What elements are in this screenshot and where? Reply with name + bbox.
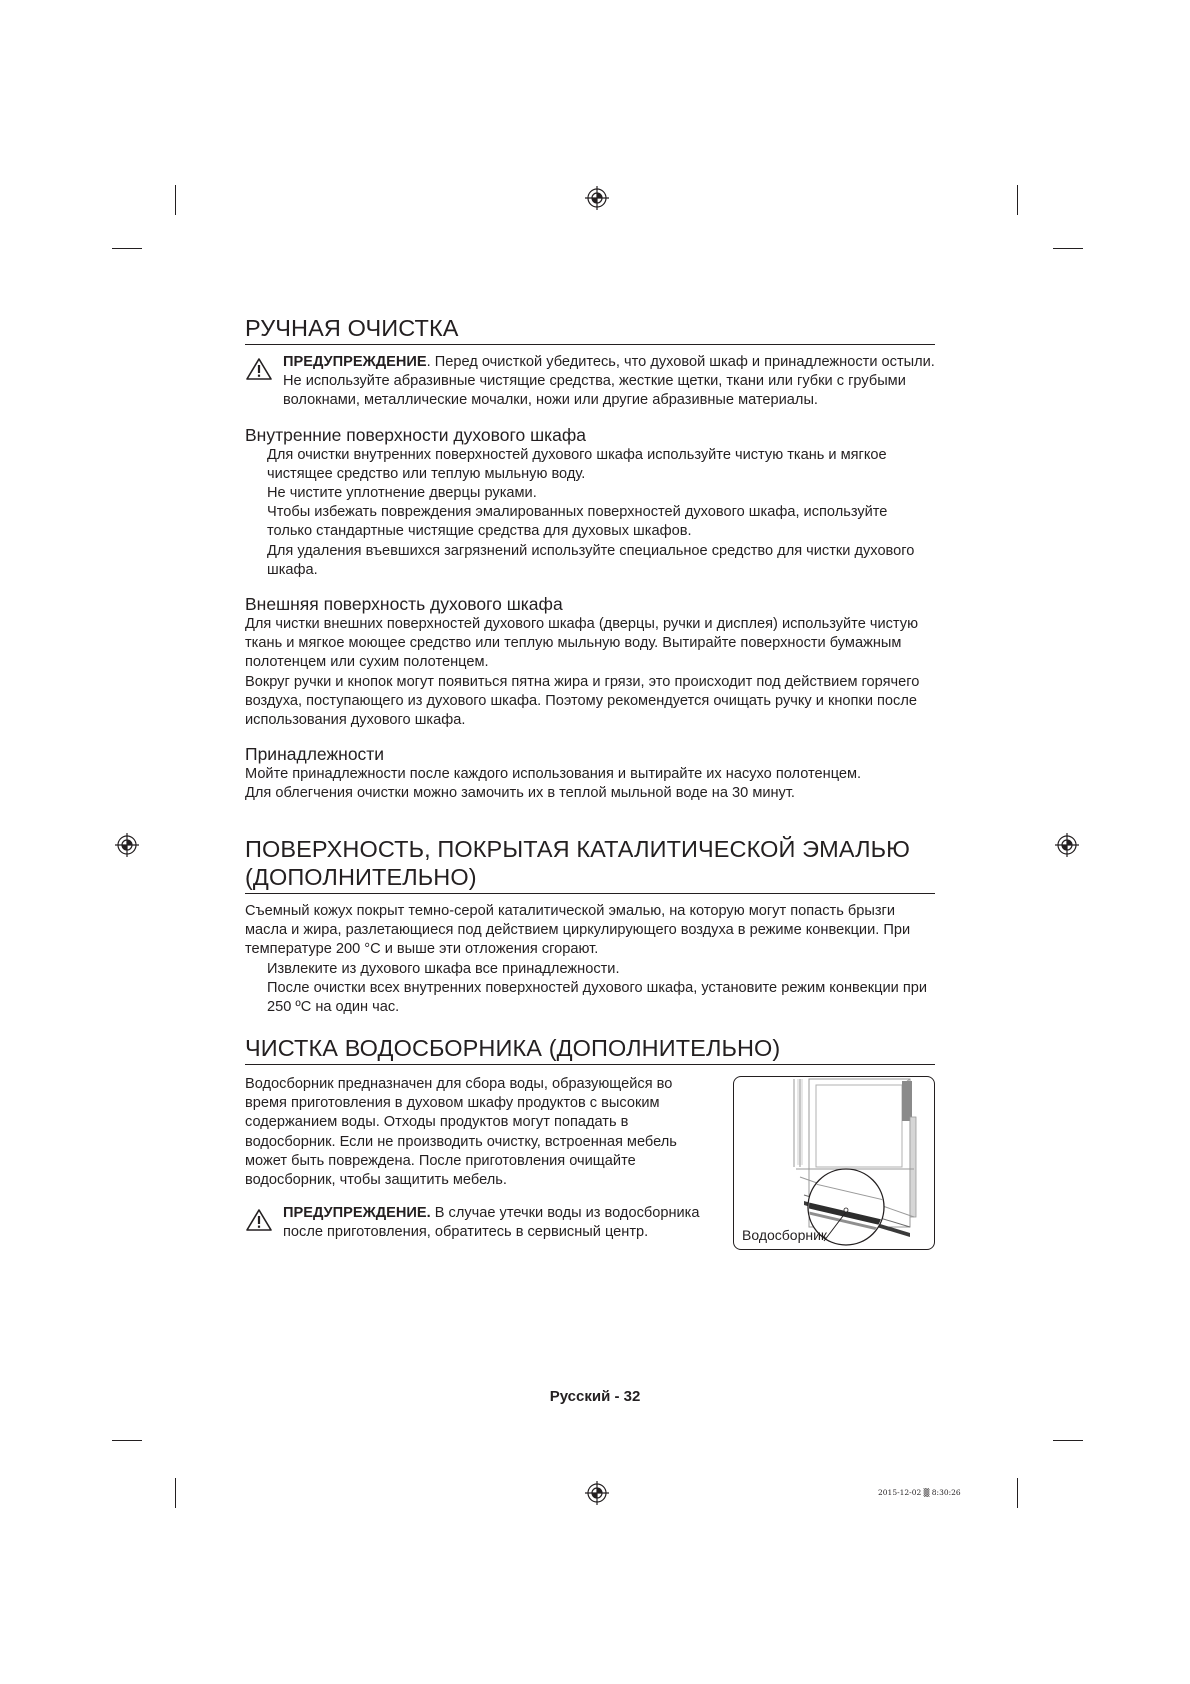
section-title-optional: (ДОПОЛНИТЕЛЬНО) [245,863,935,894]
paragraph: Для удаления въевшихся загрязнений используйте специальное средство для чистки духового шкафа. [267,542,915,578]
warning-label: ПРЕДУПРЕЖДЕНИЕ [283,354,427,370]
section-title [245,1034,935,1065]
subsection-title: Принадлежности [245,744,385,765]
paragraph: Вокруг ручки и кнопок могут появиться пятна жира и грязи, это происходит под действием горячего воздуха, поступающего из духового шкафа. Поэтому рекомендуется очищать ручку и кнопки после использования духового шкафа. [245,673,920,729]
warning-triangle-icon [245,357,273,381]
warning-text: В случае утечки воды из водосборника после приготовления, обратитесь в сервисный центр. [283,1205,700,1241]
paragraph: Не чистите уплотнение дверцы руками. [267,485,537,502]
warning-block [245,353,935,411]
paragraph: Съемный кожух покрыт темно-серой каталитической эмалью, на которую могут попасть брызги масла и жира, разлетающиеся под действием циркулирующего воздуха в режиме конвекции. При температуре 200 °C и выше эти отложения сгорают. [245,903,911,958]
paragraph: Для облегчения очистки можно замочить их в теплой мыльной воде на 30 минут. [245,785,795,802]
crop-mark [175,1478,176,1508]
crop-mark [1053,1440,1083,1441]
crop-mark [1017,185,1018,215]
crop-mark [175,185,176,215]
warning-text: . Перед очисткой убедитесь, что духовой шкаф и принадлежности остыли. [426,354,935,370]
section-title-main: ЧИСТКА ВОДОСБОРНИКА [245,1035,543,1061]
subsection-title: Внешняя поверхность духового шкафа [245,594,563,615]
subsection-title: Внутренние поверхности духового шкафа [245,424,587,445]
section-title: ПОВЕРХНОСТЬ, ПОКРЫТАЯ КАТАЛИТИЧЕСКОЙ ЭМАЛЬЮ [245,836,910,862]
print-stamp: 2015-12-02 ▒ 8:30:26 [878,1488,961,1497]
crop-mark [1053,248,1083,249]
paragraph: Водосборник предназначен для сбора воды, образующейся во время приготовления в духовом шкафу продуктов с высоким содержанием воды. Отходы продуктов могут попадать в водосборник. Если не производить очистку, встроенная мебель может быть повреждена. После приготовления очищайте водосборник, чтобы защитить мебель. [245,1076,677,1189]
section-title-optional: (ДОПОЛНИТЕЛЬНО) [548,1035,781,1061]
paragraph: Извлеките из духового шкафа все принадлежности. [267,960,620,977]
paragraph: Для чистки внешних поверхностей духового шкафа (дверцы, ручки и дисплея) используйте чистую ткань и мягкое моющее средство или теплую мыльную воду. Вытирайте поверхности бумажным полотенцем или сухим полотенцем. [245,616,919,671]
warning-block [245,1204,725,1242]
crop-mark [1017,1478,1018,1508]
oven-door-illustration [734,1077,934,1249]
warning-label: ПРЕДУПРЕЖДЕНИЕ. [283,1205,431,1222]
paragraph: Для очистки внутренних поверхностей духового шкафа используйте чистую ткань и мягкое чистящее средство или теплую мыльную воду. [267,446,887,482]
registration-mark-icon [115,833,139,857]
warning-triangle-icon [245,1208,273,1232]
figure-label: Водосборник [742,1227,828,1243]
water-collector-figure [733,1076,935,1250]
registration-mark-icon [585,186,609,210]
paragraph: Чтобы избежать повреждения эмалированных поверхностей духового шкафа, используйте только стандартные чистящие средства для духовых шкафов. [267,504,888,540]
registration-mark-icon [1055,833,1079,857]
warning-text: Не используйте абразивные чистящие средства, жесткие щетки, ткани или губки с грубыми волокнами, металлические мочалки, ножи или другие абразивные материалы. [283,373,906,409]
paragraph: После очистки всех внутренних поверхностей духового шкафа, установите режим конвекции при 250 ºC на один час. [267,979,927,1016]
registration-mark-icon [585,1481,609,1505]
paragraph: Мойте принадлежности после каждого использования и вытирайте их насухо полотенцем. [245,766,862,783]
crop-mark [112,1440,142,1441]
page-number: Русский - 32 [549,1388,641,1405]
section-catalytic-enamel [245,835,935,1017]
section-manual-cleaning [245,314,935,804]
crop-mark [112,248,142,249]
section-title: РУЧНАЯ ОЧИСТКА [245,314,935,345]
